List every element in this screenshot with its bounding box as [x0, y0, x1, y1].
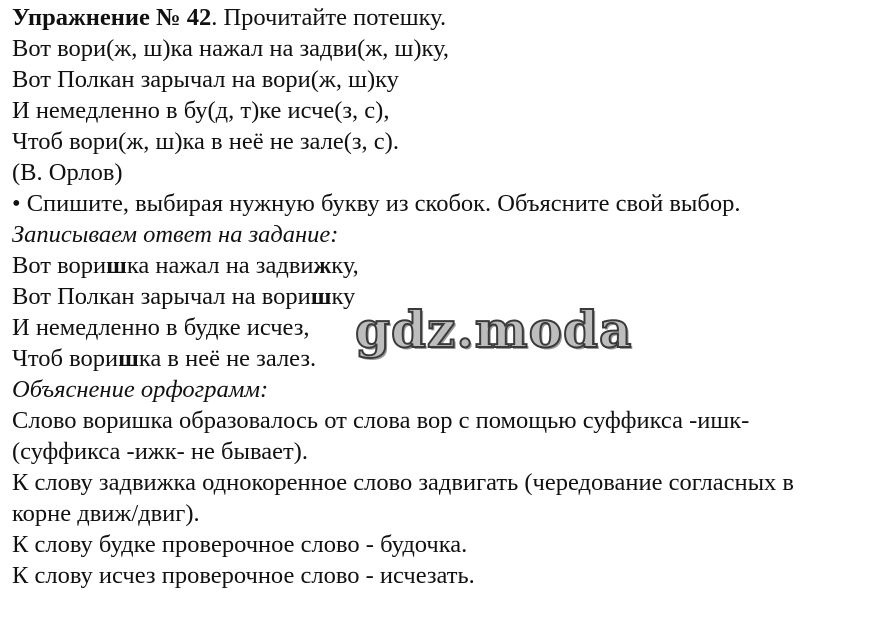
- poem-line: И немедленно в бу(д, т)ке исче(з, с),: [12, 97, 390, 124]
- answer-line: И немедленно в будке исчез,: [12, 314, 310, 341]
- exercise-document: [12, 2, 880, 591]
- exercise-instruction: . Прочитайте потешку.: [211, 4, 447, 31]
- highlighted-letter: ш: [106, 252, 127, 279]
- explanation-line: К слову будке проверочное слово - будочка.: [12, 531, 468, 558]
- exercise-label: Упражнение № 42: [12, 4, 212, 31]
- poem-line: Вот Полкан зарычал на вори(ж, ш)ку: [12, 66, 399, 93]
- poem-author: (В. Орлов): [12, 159, 123, 186]
- answer-line: Вот Полкан зарычал на воришку: [12, 283, 356, 310]
- highlighted-letter: ш: [118, 345, 139, 372]
- explanation-line: К слову задвижка однокоренное слово задвигать (чередование согласных в: [12, 469, 795, 496]
- explanation-line: корне движ/двиг).: [12, 500, 200, 527]
- explanation-line: (суффикса -ижк- не бывает).: [12, 438, 308, 465]
- explanation-heading: Объяснение орфограмм:: [12, 376, 269, 403]
- answer-heading: Записываем ответ на задание:: [12, 221, 339, 248]
- site-watermark: gdz.moda: [355, 300, 633, 359]
- exercise-header: [12, 2, 880, 33]
- answer-line: Вот воришка нажал на задвижку,: [12, 252, 359, 279]
- explanation-line: Слово воришка образовалось от слова вор с помощью суффикса -ишк-: [12, 407, 750, 434]
- explanation-line: К слову исчез проверочное слово - исчезать.: [12, 562, 475, 589]
- highlighted-letter: ж: [313, 252, 332, 279]
- highlighted-letter: ш: [310, 283, 332, 310]
- answer-line: Чтоб воришка в неё не залез.: [12, 345, 317, 372]
- task-text: • Спишите, выбирая нужную букву из скобок. Объясните свой выбор.: [12, 190, 741, 217]
- poem-line: Чтоб вори(ж, ш)ка в неё не зале(з, с).: [12, 128, 399, 155]
- poem-line: Вот вори(ж, ш)ка нажал на задви(ж, ш)ку,: [12, 35, 450, 62]
